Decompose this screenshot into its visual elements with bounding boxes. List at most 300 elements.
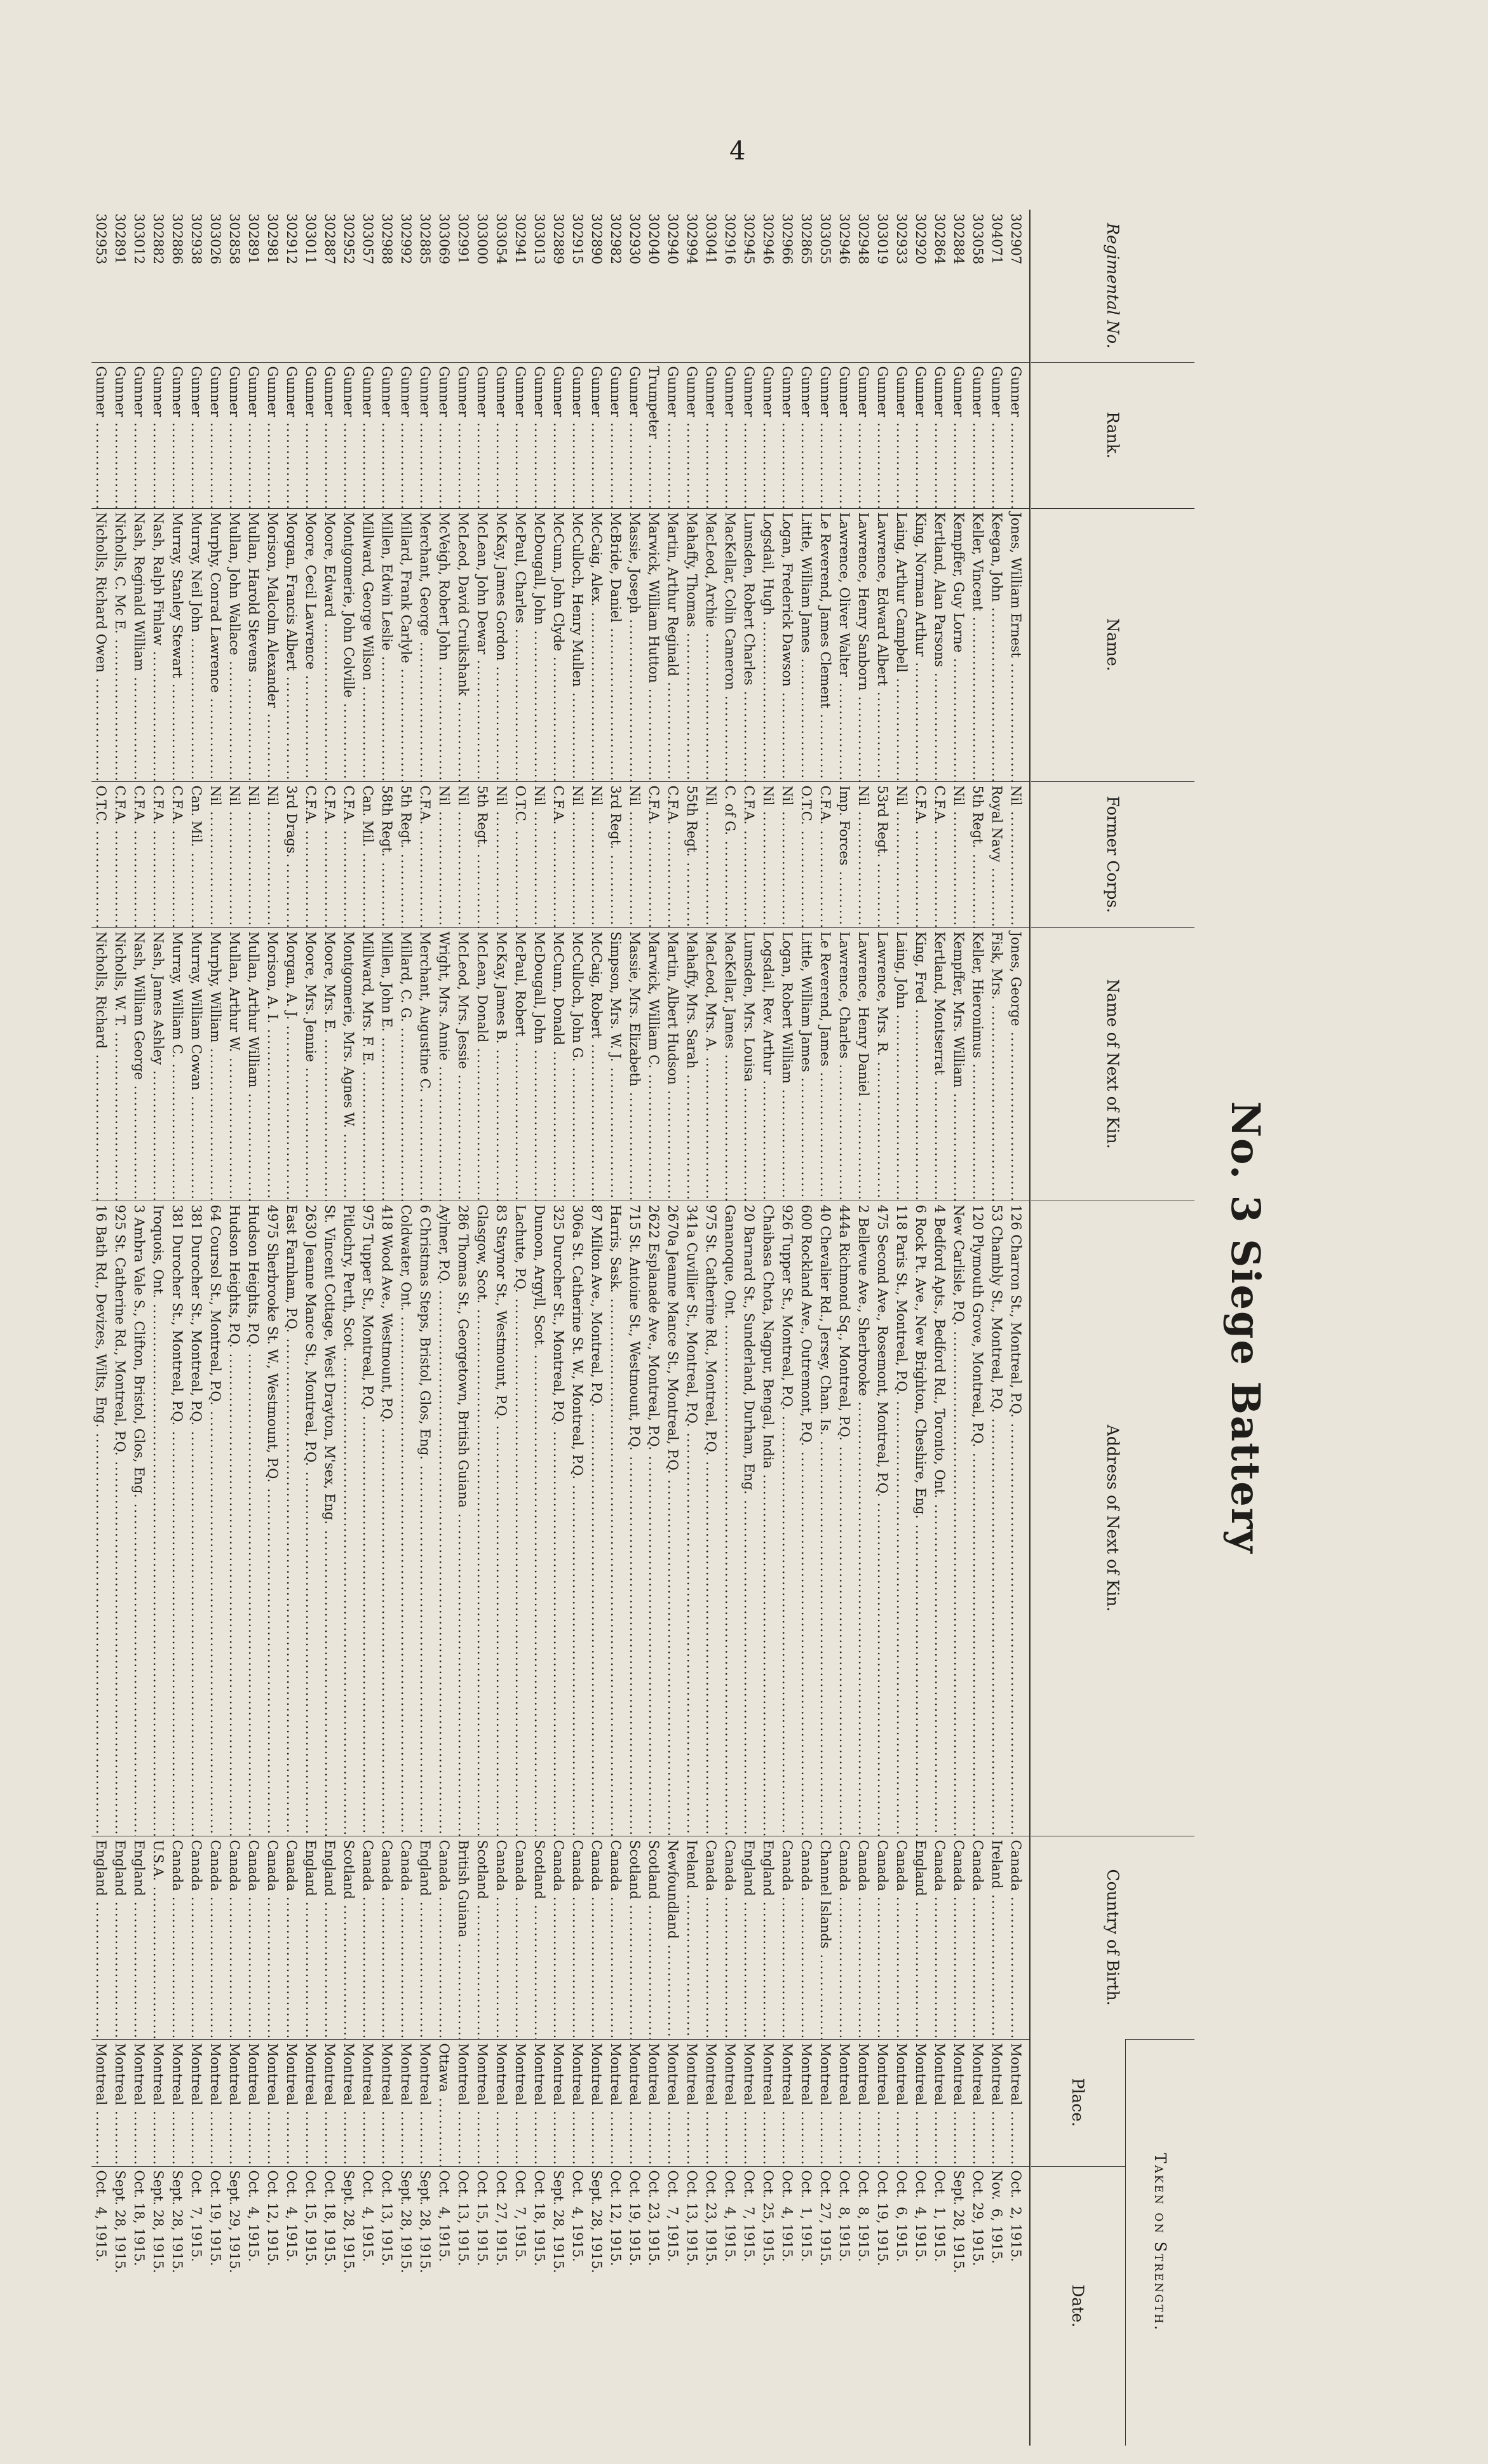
country-of-birth-cell: Canada ..... (778, 1836, 797, 2039)
place-cell: Montreal ..... (549, 2039, 568, 2166)
country-of-birth-cell: Canada ..... (511, 1836, 530, 2039)
place-cell: Ottawa ..... (435, 2039, 454, 2166)
former-corps-cell: C.F.A. ..... (663, 781, 682, 927)
table-row (244, 210, 263, 2446)
regimental-no-cell: 302912 (284, 213, 299, 265)
date-cell: Sept. 29, 1915. (225, 2166, 244, 2446)
country-of-birth-cell: Canada ..... (892, 1836, 911, 2039)
former-corps-cell: C.F.A. ..... (168, 781, 187, 927)
place-cell: Montreal ..... (320, 2039, 339, 2166)
former-corps-cell: Nil ..... (206, 781, 225, 927)
place-cell: Montreal ..... (987, 2039, 1006, 2166)
country-of-birth-cell: Canada ..... (244, 1836, 263, 2039)
regimental-no-cell: 302891 (112, 213, 128, 265)
place-cell: Montreal ..... (911, 2039, 930, 2166)
address-cell: 16 Bath Rd., Devizes, Wilts, Eng. ..... (91, 1201, 111, 1836)
name-cell: MacKellar, Colin Cameron ..... (720, 508, 740, 781)
rank-cell: Gunner ..... (530, 362, 549, 508)
address-cell: Pitlochry, Perth, Scot. ..... (339, 1201, 358, 1836)
table-row (663, 210, 682, 2446)
place-cell: Montreal ..... (1006, 2039, 1031, 2166)
place-cell: Montreal ..... (625, 2039, 644, 2166)
table-row (835, 210, 854, 2446)
place-cell: Montreal ..... (225, 2039, 244, 2166)
name-cell: Lawrence, Henry Sanborn ..... (854, 508, 873, 781)
address-cell: East Farnham, P.Q. ..... (282, 1201, 301, 1836)
regimental-no-cell: 302930 (627, 213, 642, 265)
former-corps-cell: Royal Navy ..... (987, 781, 1006, 927)
address-cell: 306a St. Catherine St. W., Montreal, P.Q. ..... (568, 1201, 587, 1836)
former-corps-cell: C.F.A. ..... (416, 781, 435, 927)
former-corps-cell: Nil ..... (454, 781, 473, 927)
place-cell: Montreal ..... (511, 2039, 530, 2166)
address-cell: 126 Charron St., Montreal, P.Q. ..... (1006, 1201, 1031, 1836)
regimental-no-cell: 302991 (456, 213, 471, 265)
date-cell: Oct. 15, 1915. (473, 2166, 492, 2446)
address-cell: 975 St. Catherine Rd., Montreal, P.Q. ..... (701, 1201, 720, 1836)
date-cell: Oct. 18, 1915. (320, 2166, 339, 2446)
regimental-no-cell: 302966 (780, 213, 795, 265)
regimental-no-cell: 303055 (818, 213, 833, 265)
address-cell: Gananoque, Ont. ..... (720, 1201, 740, 1836)
next-of-kin-cell: Millward, Mrs. F. E. ..... (358, 927, 377, 1201)
country-of-birth-cell: Canada ..... (168, 1836, 187, 2039)
date-cell: Oct. 4, 1915. (778, 2166, 797, 2446)
name-cell: Laing, Arthur Campbell ..... (892, 508, 911, 781)
regimental-no-cell: 302946 (837, 213, 852, 265)
table-row (206, 210, 225, 2446)
name-cell: Moore, Cecil Lawrence ..... (301, 508, 320, 781)
name-cell: Nicholls, Richard Owen ..... (91, 508, 111, 781)
country-of-birth-cell: England ..... (911, 1836, 930, 2039)
next-of-kin-cell: Millen, John E. ..... (377, 927, 396, 1201)
next-of-kin-cell: Moore, Mrs. E. ..... (320, 927, 339, 1201)
name-cell: Keller, Vincent ..... (968, 508, 987, 781)
table-row (587, 210, 606, 2446)
country-of-birth-cell: Canada ..... (206, 1836, 225, 2039)
next-of-kin-cell: Massie, Mrs. Elizabeth ..... (625, 927, 644, 1201)
former-corps-cell: C.F.A. ..... (320, 781, 339, 927)
table-row (492, 210, 511, 2446)
address-cell: 87 Milton Ave., Montreal, P.Q. ..... (587, 1201, 606, 1836)
country-of-birth-cell: England ..... (111, 1836, 130, 2039)
date-cell: Sept. 28, 1915. (587, 2166, 606, 2446)
place-cell: Montreal ..... (111, 2039, 130, 2166)
former-corps-cell: Nil ..... (892, 781, 911, 927)
table-row (435, 210, 454, 2446)
former-corps-cell: C.F.A. ..... (111, 781, 130, 927)
country-of-birth-cell: England ..... (740, 1836, 759, 2039)
place-cell: Montreal ..... (797, 2039, 816, 2166)
name-cell: Little, William James ..... (797, 508, 816, 781)
address-cell: 2630 Jeanne Mance St., Montreal, P.Q. ..... (301, 1201, 320, 1836)
rank-cell: Gunner ..... (987, 362, 1006, 508)
name-cell: Murray, Neil John ..... (187, 508, 206, 781)
rank-cell: Gunner ..... (625, 362, 644, 508)
regimental-no-cell: 302890 (589, 213, 604, 265)
country-of-birth-cell: Scotland ..... (644, 1836, 663, 2039)
table-row (949, 210, 968, 2446)
place-cell: Montreal ..... (206, 2039, 225, 2166)
date-cell: Oct. 29, 1915. (968, 2166, 987, 2446)
regimental-no-cell: 302938 (189, 213, 204, 265)
name-cell: McVeigh, Robert John ..... (435, 508, 454, 781)
regimental-no-cell: 303054 (494, 213, 509, 265)
address-cell: 475 Second Ave., Rosemont, Montreal, P.Q. ..... (873, 1201, 892, 1836)
table-row (854, 210, 873, 2446)
date-cell: Oct. 4, 1915. (720, 2166, 740, 2446)
regimental-no-cell: 302916 (722, 213, 738, 265)
table-row (149, 210, 168, 2446)
page-title: No. 3 Siege Battery (1222, 1101, 1269, 1554)
next-of-kin-cell: Lawrence, Charles ..... (835, 927, 854, 1201)
address-cell: 381 Durocher St., Montreal, P.Q. ..... (168, 1201, 187, 1836)
former-corps-cell: C.F.A. ..... (130, 781, 149, 927)
date-cell: Sept. 28, 1915. (949, 2166, 968, 2446)
next-of-kin-cell: Nicholls, Richard ..... (91, 927, 111, 1201)
address-cell: Dunoon, Argyll, Scot. ..... (530, 1201, 549, 1836)
rank-cell: Gunner ..... (892, 362, 911, 508)
next-of-kin-cell: Murray, William C. ..... (168, 927, 187, 1201)
name-cell: Kempffer, Guy Lorne ..... (949, 508, 968, 781)
place-cell: Montreal ..... (892, 2039, 911, 2166)
country-of-birth-cell: Canada ..... (282, 1836, 301, 2039)
name-cell: Merchant, George ..... (416, 508, 435, 781)
country-of-birth-cell: Canada ..... (606, 1836, 625, 2039)
table-row (168, 210, 187, 2446)
place-cell: Montreal ..... (416, 2039, 435, 2166)
former-corps-cell: 3rd Regt. ..... (606, 781, 625, 927)
regimental-no-cell: 302889 (551, 213, 566, 265)
rank-cell: Gunner ..... (854, 362, 873, 508)
place-cell: Montreal ..... (873, 2039, 892, 2166)
address-cell: Coldwater, Ont. ..... (396, 1201, 416, 1836)
next-of-kin-cell: Le Reverend, James ..... (816, 927, 835, 1201)
rank-cell: Gunner ..... (396, 362, 416, 508)
regimental-no-cell: 302941 (513, 213, 528, 265)
header-rank: Rank. (1031, 362, 1195, 508)
name-cell: McPaul, Charles ..... (511, 508, 530, 781)
header-place: Place. (1031, 2039, 1126, 2166)
former-corps-cell: Nil ..... (625, 781, 644, 927)
former-corps-cell: C.F.A. ..... (149, 781, 168, 927)
former-corps-cell: 5th Regt. ..... (396, 781, 416, 927)
next-of-kin-cell: Keller, Hieronimus ..... (968, 927, 987, 1201)
country-of-birth-cell: Canada ..... (835, 1836, 854, 2039)
country-of-birth-cell: Scotland ..... (339, 1836, 358, 2039)
table-row (816, 210, 835, 2446)
address-cell: 381 Durocher St., Montreal, P.Q. ..... (187, 1201, 206, 1836)
next-of-kin-cell: Mullan, Arthur William ..... (244, 927, 263, 1201)
country-of-birth-cell: Canada ..... (492, 1836, 511, 2039)
table-row (263, 210, 282, 2446)
country-of-birth-cell: Canada ..... (701, 1836, 720, 2039)
header-regimental-no: Regimental No. (1031, 210, 1195, 362)
regimental-no-cell: 302988 (379, 213, 395, 265)
rank-cell: Gunner ..... (91, 362, 111, 508)
next-of-kin-cell: MacLeod, Mrs. A. ..... (701, 927, 720, 1201)
place-cell: Montreal ..... (778, 2039, 797, 2166)
table-row (701, 210, 720, 2446)
country-of-birth-cell: Canada ..... (968, 1836, 987, 2039)
place-cell: Montreal ..... (759, 2039, 778, 2166)
regimental-no-cell: 303058 (970, 213, 985, 265)
place-cell: Montreal ..... (454, 2039, 473, 2166)
name-cell: Mullan, John Wallace ..... (225, 508, 244, 781)
rank-cell: Gunner ..... (358, 362, 377, 508)
address-cell: Harris, Sask. ..... (606, 1201, 625, 1836)
date-cell: Oct. 15, 1915. (301, 2166, 320, 2446)
rank-cell: Gunner ..... (168, 362, 187, 508)
country-of-birth-cell: Canada ..... (797, 1836, 816, 2039)
former-corps-cell: C.F.A. ..... (911, 781, 930, 927)
regimental-no-cell: 303013 (532, 213, 547, 265)
name-cell: Lawrence, Edward Albert ..... (873, 508, 892, 781)
country-of-birth-cell: Canada ..... (225, 1836, 244, 2039)
regimental-no-cell: 302920 (913, 213, 928, 265)
date-cell: Oct. 4, 1915. (435, 2166, 454, 2446)
regimental-no-cell: 302953 (93, 213, 109, 265)
date-cell: Oct. 2, 1915. (1006, 2166, 1031, 2446)
table-row (282, 210, 301, 2446)
date-cell: Oct. 4, 1915. (568, 2166, 587, 2446)
address-cell: New Carlisle, P.Q. ..... (949, 1201, 968, 1836)
date-cell: Oct. 19, 1915. (873, 2166, 892, 2446)
table-row (911, 210, 930, 2446)
rank-cell: Gunner ..... (454, 362, 473, 508)
former-corps-cell: C.F.A. ..... (339, 781, 358, 927)
date-cell: Oct. 18, 1915. (530, 2166, 549, 2446)
date-cell: Oct. 27, 1915. (492, 2166, 511, 2446)
date-cell: Oct. 4, 1915. (911, 2166, 930, 2446)
date-cell: Oct. 23, 1915. (644, 2166, 663, 2446)
table-row (225, 210, 244, 2446)
rank-cell: Gunner ..... (835, 362, 854, 508)
country-of-birth-cell: Canada ..... (568, 1836, 587, 2039)
rank-cell: Trumpeter ..... (644, 362, 663, 508)
next-of-kin-cell: Morison, A. I. ..... (263, 927, 282, 1201)
country-of-birth-cell: Canada ..... (854, 1836, 873, 2039)
name-cell: Kertland, Alan Parsons ..... (930, 508, 949, 781)
next-of-kin-cell: Mullan, Arthur W. ..... (225, 927, 244, 1201)
next-of-kin-cell: Wright, Mrs. Annie ..... (435, 927, 454, 1201)
next-of-kin-cell: Mahaffy, Mrs. Sarah ..... (682, 927, 701, 1201)
country-of-birth-cell: England ..... (130, 1836, 149, 2039)
rank-cell: Gunner ..... (435, 362, 454, 508)
former-corps-cell: Imp. Forces ..... (835, 781, 854, 927)
table-row (568, 210, 587, 2446)
next-of-kin-cell: McCunn, Donald ..... (549, 927, 568, 1201)
regimental-no-cell: 302858 (227, 213, 242, 265)
name-cell: Massie, Joseph ..... (625, 508, 644, 781)
place-cell: Montreal ..... (187, 2039, 206, 2166)
date-cell: Oct. 13, 1915. (377, 2166, 396, 2446)
name-cell: Nicholls, C. Mc E. ..... (111, 508, 130, 781)
former-corps-cell: Nil ..... (435, 781, 454, 927)
date-cell: Oct. 19, 1915. (206, 2166, 225, 2446)
rank-cell: Gunner ..... (339, 362, 358, 508)
table-row (358, 210, 377, 2446)
place-cell: Montreal ..... (149, 2039, 168, 2166)
former-corps-cell: Nil ..... (778, 781, 797, 927)
next-of-kin-cell: Lawrence, Mrs. R. ..... (873, 927, 892, 1201)
rank-cell: Gunner ..... (492, 362, 511, 508)
country-of-birth-cell: Ireland ..... (682, 1836, 701, 2039)
regimental-no-cell: 302945 (741, 213, 757, 265)
rank-cell: Gunner ..... (1006, 362, 1031, 508)
former-corps-cell: C.F.A. ..... (644, 781, 663, 927)
place-cell: Montreal ..... (968, 2039, 987, 2166)
next-of-kin-cell: Moore, Mrs. Jennie ..... (301, 927, 320, 1201)
table-row (778, 210, 797, 2446)
next-of-kin-cell: McDougall, John ..... (530, 927, 549, 1201)
address-cell: Glasgow, Scot. ..... (473, 1201, 492, 1836)
former-corps-cell: Nil ..... (263, 781, 282, 927)
former-corps-cell: Nil ..... (949, 781, 968, 927)
address-cell: 341a Cuvillier St., Montreal, P.Q. ..... (682, 1201, 701, 1836)
place-cell: Montreal ..... (644, 2039, 663, 2166)
name-cell: McLean, John Dewar ..... (473, 508, 492, 781)
address-cell: 3 Ambra Vale S., Clifton, Bristol, Glos, Eng. ..... (130, 1201, 149, 1836)
date-cell: Sept. 28, 1915. (168, 2166, 187, 2446)
former-corps-cell: Nil ..... (492, 781, 511, 927)
name-cell: Moore, Edward ..... (320, 508, 339, 781)
address-cell: Chaibasa Chota, Nagpur, Bengal, India ..... (759, 1201, 778, 1836)
country-of-birth-cell: Canada ..... (435, 1836, 454, 2039)
header-country-of-birth: Country of Birth. (1031, 1836, 1195, 2039)
rank-cell: Gunner ..... (949, 362, 968, 508)
regimental-no-cell: 302981 (265, 213, 280, 265)
former-corps-cell: Can. Mil. ..... (358, 781, 377, 927)
date-cell: Oct. 4, 1915. (358, 2166, 377, 2446)
roster-body (91, 210, 1031, 2446)
date-cell: Oct. 4, 1915. (244, 2166, 263, 2446)
former-corps-cell: 53rd Regt. ..... (873, 781, 892, 927)
regimental-no-cell: 303026 (208, 213, 223, 265)
address-cell: 53 Chambly St., Montreal, P.Q. ..... (987, 1201, 1006, 1836)
country-of-birth-cell: Scotland ..... (473, 1836, 492, 2039)
place-cell: Montreal ..... (606, 2039, 625, 2166)
rank-cell: Gunner ..... (759, 362, 778, 508)
former-corps-cell: Nil ..... (530, 781, 549, 927)
rank-cell: Gunner ..... (187, 362, 206, 508)
date-cell: Oct. 8, 1915. (835, 2166, 854, 2446)
table-row (396, 210, 416, 2446)
regimental-no-cell: 302994 (684, 213, 700, 265)
country-of-birth-cell: England ..... (301, 1836, 320, 2039)
date-cell: Sept. 28, 1915. (149, 2166, 168, 2446)
country-of-birth-cell: Scotland ..... (530, 1836, 549, 2039)
rank-cell: Gunner ..... (606, 362, 625, 508)
table-row (511, 210, 530, 2446)
former-corps-cell: 5th Regt. ..... (473, 781, 492, 927)
date-cell: Oct. 19, 1915. (625, 2166, 644, 2446)
former-corps-cell: 58th Regt. ..... (377, 781, 396, 927)
header-next-of-kin: Name of Next of Kin. (1031, 927, 1195, 1201)
table-row (682, 210, 701, 2446)
country-of-birth-cell: Canada ..... (949, 1836, 968, 2039)
regimental-no-cell: 303000 (475, 213, 490, 265)
roster-sheet (93, 210, 1283, 2446)
place-cell: Montreal ..... (568, 2039, 587, 2166)
regimental-no-cell: 302948 (856, 213, 871, 265)
next-of-kin-cell: McCaig, Robert ..... (587, 927, 606, 1201)
header-address: Address of Next of Kin. (1031, 1201, 1195, 1836)
regimental-no-cell: 303041 (703, 213, 719, 265)
country-of-birth-cell: Canada ..... (873, 1836, 892, 2039)
country-of-birth-cell: Ireland ..... (987, 1836, 1006, 2039)
table-row (987, 210, 1006, 2446)
address-cell: Lachute, P.Q. ..... (511, 1201, 530, 1836)
next-of-kin-cell: Little, William James ..... (797, 927, 816, 1201)
address-cell: Iroquois, Ont. ..... (149, 1201, 168, 1836)
table-row (644, 210, 663, 2446)
former-corps-cell: 55th Regt. ..... (682, 781, 701, 927)
name-cell: Murray, Stanley Stewart ..... (168, 508, 187, 781)
name-cell: Morgan, Francis Albert ..... (282, 508, 301, 781)
next-of-kin-cell: Murray, William Cowan ..... (187, 927, 206, 1201)
rank-cell: Gunner ..... (816, 362, 835, 508)
table-row (606, 210, 625, 2446)
table-row (91, 210, 111, 2446)
date-cell: Oct. 23, 1915. (701, 2166, 720, 2446)
address-cell: 444a Richmond Sq., Montreal, P.Q. ..... (835, 1201, 854, 1836)
former-corps-cell: Nil ..... (759, 781, 778, 927)
next-of-kin-cell: Martin, Albert Hudson ..... (663, 927, 682, 1201)
next-of-kin-cell: Millard, C. G. ..... (396, 927, 416, 1201)
table-row (720, 210, 740, 2446)
country-of-birth-cell: Canada ..... (358, 1836, 377, 2039)
address-cell: 20 Barnard St., Sunderland, Durham, Eng. ..... (740, 1201, 759, 1836)
next-of-kin-cell: Marwick, William C. ..... (644, 927, 663, 1201)
date-cell: Oct. 1, 1915. (930, 2166, 949, 2446)
next-of-kin-cell: McLean, Donald ..... (473, 927, 492, 1201)
date-cell: Sept. 28, 1915. (396, 2166, 416, 2446)
date-cell: Nov. 6, 1915. (987, 2166, 1006, 2446)
date-cell: Sept. 28, 1915. (549, 2166, 568, 2446)
table-row (968, 210, 987, 2446)
address-cell: 600 Rockland Ave., Outremont, P.Q. ..... (797, 1201, 816, 1836)
country-of-birth-cell: England ..... (759, 1836, 778, 2039)
table-row (625, 210, 644, 2446)
name-cell: Logsdail, Hugh ..... (759, 508, 778, 781)
regimental-no-cell: 302884 (951, 213, 966, 265)
name-cell: Morison, Malcolm Alexander ..... (263, 508, 282, 781)
place-cell: Montreal ..... (587, 2039, 606, 2166)
address-cell: 2622 Esplanade Ave., Montreal, P.Q. ..... (644, 1201, 663, 1836)
table-row (473, 210, 492, 2446)
header-date: Date. (1031, 2166, 1126, 2446)
table-row (454, 210, 473, 2446)
date-cell: Oct. 13, 1915. (682, 2166, 701, 2446)
rank-cell: Gunner ..... (568, 362, 587, 508)
header-taken-on-strength: Taken on Strength. (1126, 2039, 1195, 2446)
address-cell: 325 Durocher St., Montreal, P.Q. ..... (549, 1201, 568, 1836)
address-cell: 418 Wood Ave., Westmount, P.Q. ..... (377, 1201, 396, 1836)
place-cell: Montreal ..... (91, 2039, 111, 2166)
regimental-no-cell: 304071 (989, 213, 1004, 265)
address-cell: Hudson Heights, P.Q. ..... (225, 1201, 244, 1836)
regimental-no-cell: 302933 (894, 213, 909, 265)
address-cell: 286 Thomas St., Georgetown, British Guiana ..... (454, 1201, 473, 1836)
next-of-kin-cell: Murphy, William ..... (206, 927, 225, 1201)
regimental-no-cell: 303012 (132, 213, 147, 265)
rank-cell: Gunner ..... (549, 362, 568, 508)
address-cell: 926 Tupper St., Montreal, P.Q. ..... (778, 1201, 797, 1836)
regimental-no-cell: 302885 (417, 213, 433, 265)
name-cell: Montgomerie, John Colville ..... (339, 508, 358, 781)
rank-cell: Gunner ..... (720, 362, 740, 508)
